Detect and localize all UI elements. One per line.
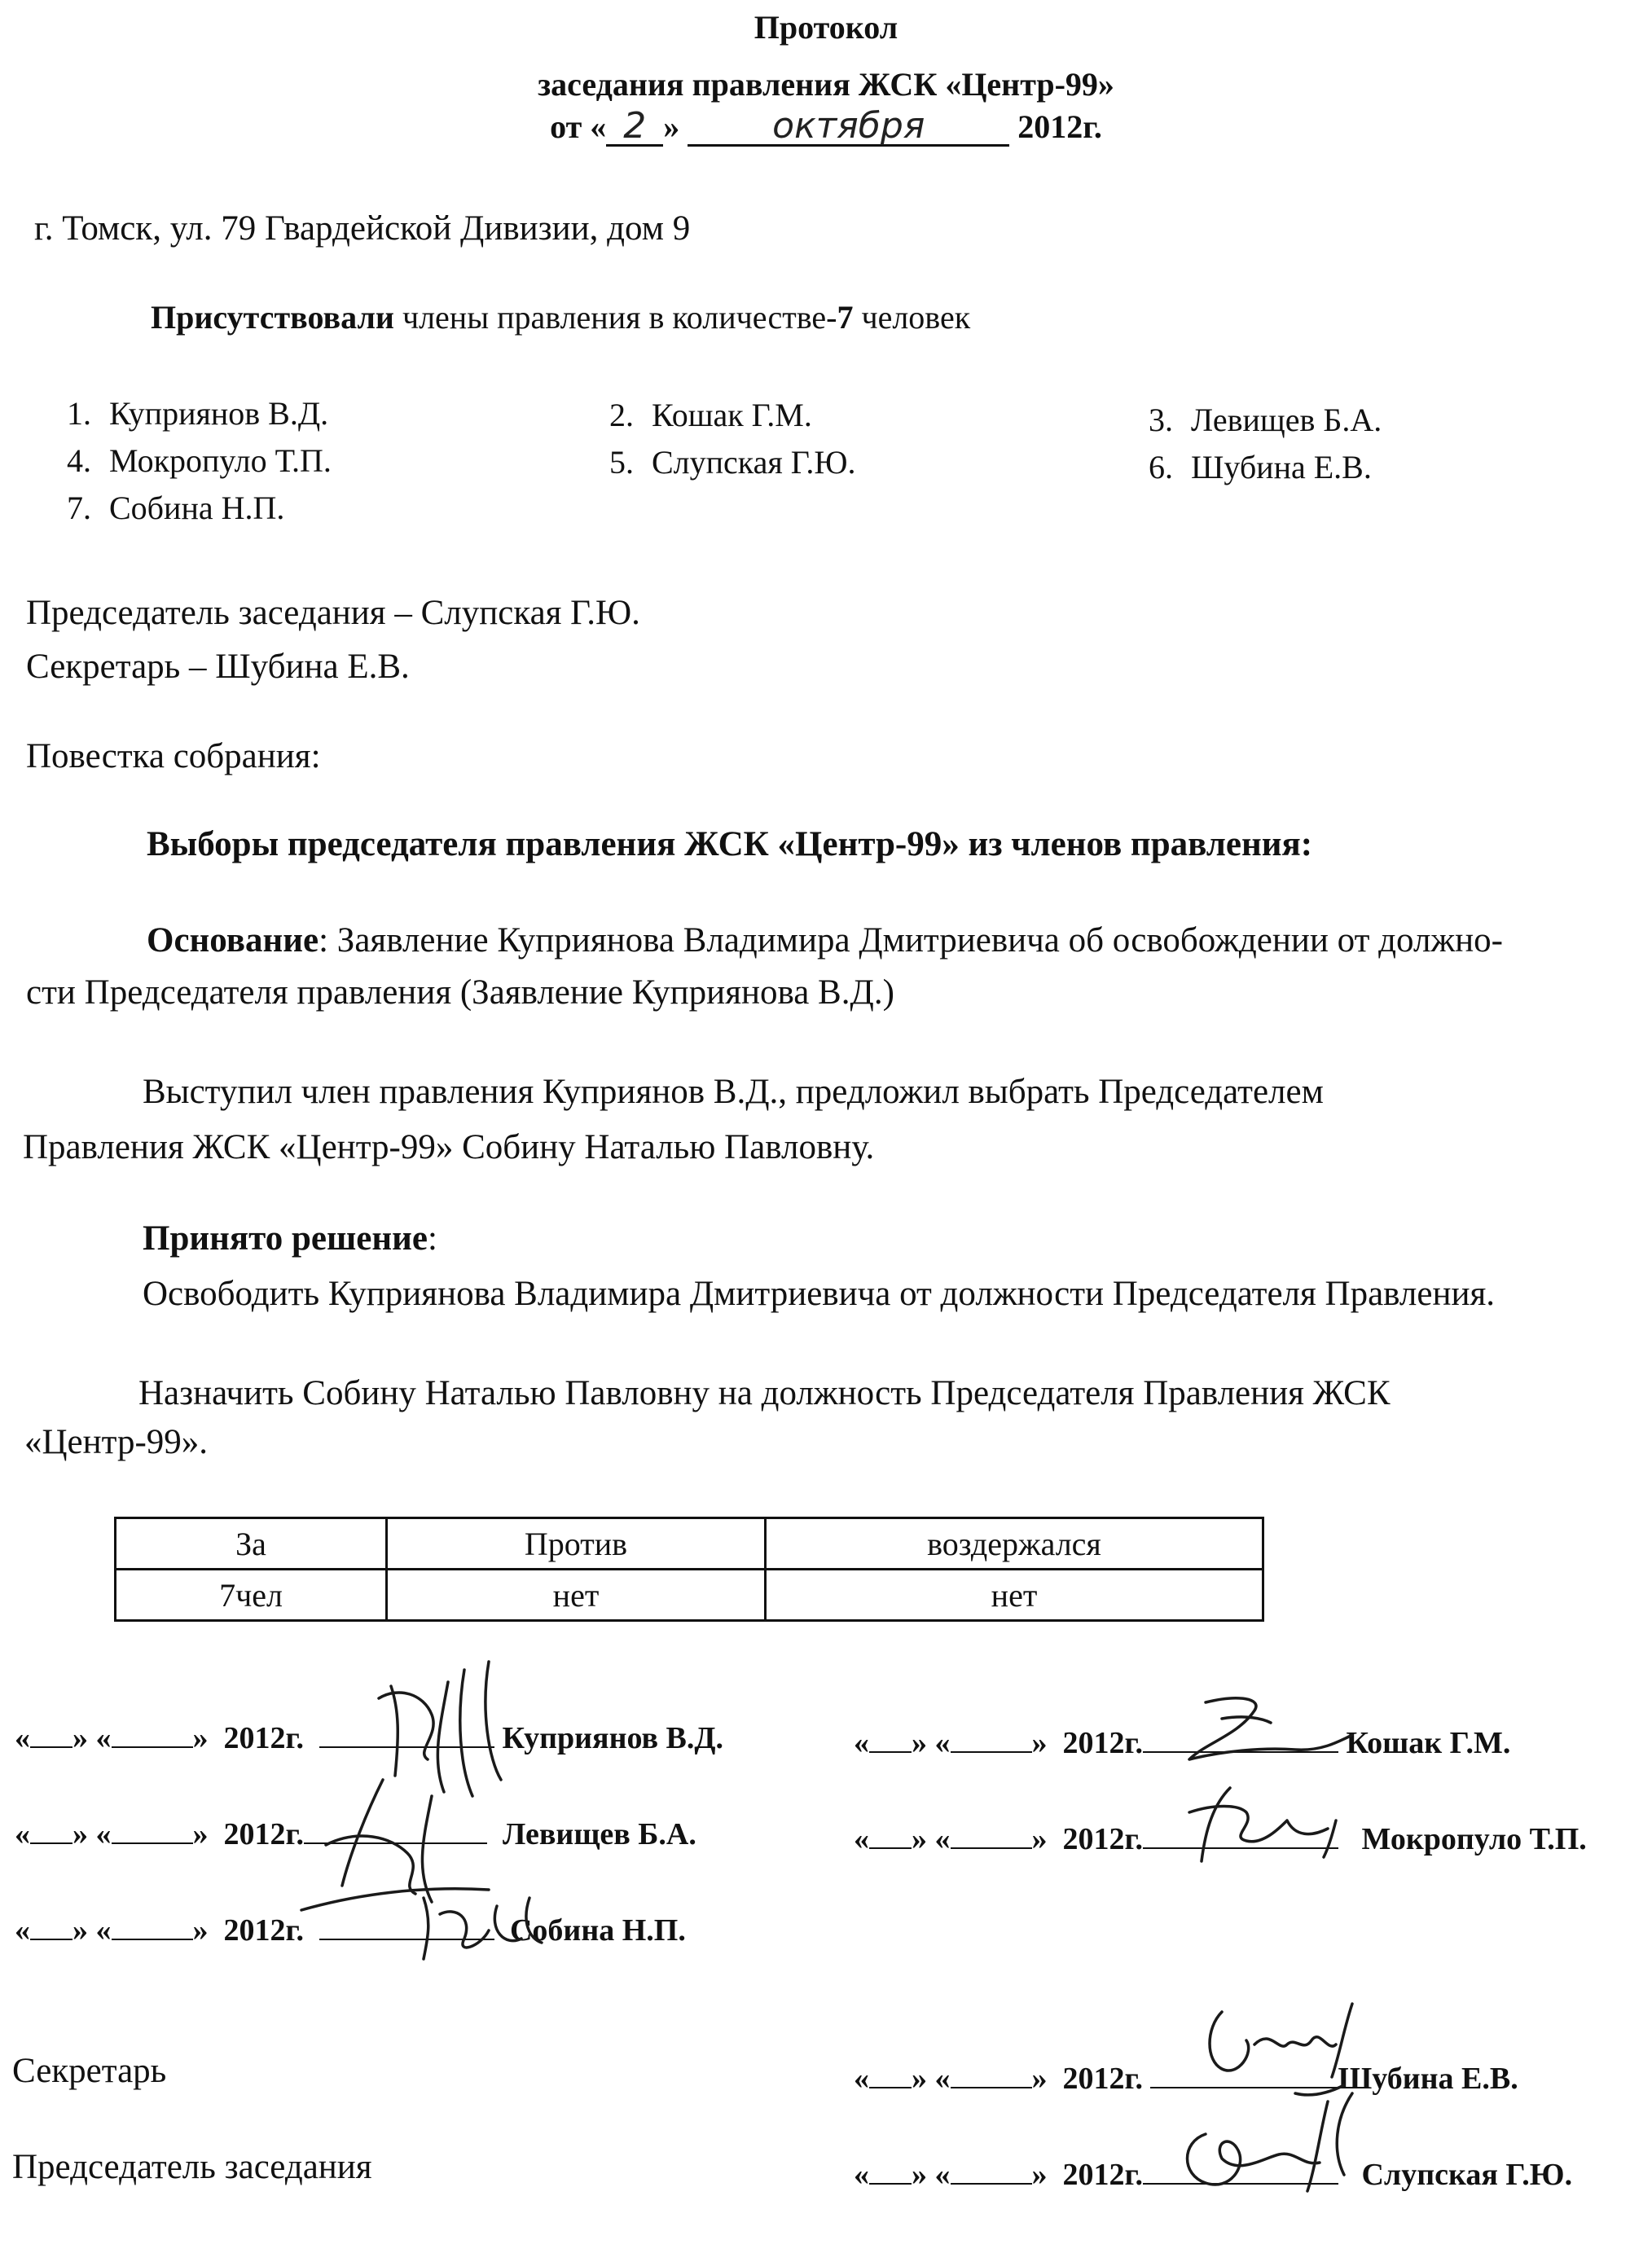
document-date: от « 2 » октября 2012г. <box>550 105 1102 147</box>
signature-line-shubina: « » « » 2012г. Шубина Е.В. <box>854 2062 1518 2096</box>
signature-line-slupskaya: « » « » 2012г. Слупская Г.Ю. <box>854 2158 1573 2192</box>
document-title: Протокол <box>754 9 898 46</box>
basis-line-1: Основание: Заявление Куприянова Владимира Дмитриевича об освобождении от должно- <box>147 921 1503 960</box>
votes-header-against: Против <box>387 1518 766 1570</box>
votes-value-against: нет <box>387 1570 766 1621</box>
document-subtitle: заседания правления ЖСК «Центр-99» <box>538 66 1114 103</box>
votes-value-abstain: нет <box>766 1570 1263 1621</box>
signature-slupskaya <box>1157 2085 1401 2207</box>
decision-line-2: Назначить Собину Наталью Павловну на должность Председателя Правления ЖСК <box>138 1374 1391 1412</box>
list-item: 3. Левищев Б.А. <box>1149 402 1382 438</box>
votes-value-for: 7чел <box>116 1570 387 1621</box>
agenda-label: Повестка собрания: <box>26 737 321 775</box>
table-row <box>116 1518 1263 1570</box>
date-day-handwritten: 2 <box>606 108 663 147</box>
votes-header-for: За <box>116 1518 387 1570</box>
signature-line-levishchev: « » « » 2012г. Левищев Б.А. <box>15 1817 696 1851</box>
chair-line: Председатель заседания – Слупская Г.Ю. <box>26 594 640 632</box>
decision-label: Принято решение: <box>143 1219 437 1258</box>
list-item: 7. Собина Н.П. <box>67 490 285 526</box>
signature-line-mokropulo: « » « » 2012г. Мокропуло Т.П. <box>854 1822 1587 1856</box>
date-month-handwritten: октября <box>688 108 1009 147</box>
signature-line-sobina: « » « » 2012г. Собина Н.П. <box>15 1913 686 1948</box>
list-item: 6. Шубина Е.В. <box>1149 449 1372 485</box>
votes-header-abstain: воздержался <box>766 1518 1263 1570</box>
speech-line-1: Выступил член правления Куприянов В.Д., предложил выбрать Председателем <box>143 1073 1324 1111</box>
list-item: 2. Кошак Г.М. <box>609 397 812 433</box>
decision-line-3: «Центр-99». <box>24 1423 209 1461</box>
signature-line-kupriyanov: « » « » 2012г. Куприянов В.Д. <box>15 1721 724 1755</box>
basis-line-2: сти Председателя правления (Заявление Куприянова В.Д.) <box>26 973 894 1012</box>
signature-mokropulo <box>1165 1772 1377 1869</box>
votes-table <box>114 1517 1264 1622</box>
agenda-item: Выборы председателя правления ЖСК «Центр-99» из членов правления: <box>147 825 1313 863</box>
attendance-line: Присутствовали члены правления в количестве-7 человек <box>151 299 971 336</box>
list-item: 4. Мокропуло Т.П. <box>67 442 332 479</box>
speech-line-2: Правления ЖСК «Центр-99» Собину Наталью Павловну. <box>23 1128 875 1166</box>
list-item: 5. Слупская Г.Ю. <box>609 444 856 481</box>
decision-line-1: Освободить Куприянова Владимира Дмитриевича от должности Председателя Правления. <box>143 1275 1496 1313</box>
signature-line-koshak: « » « » 2012г. Кошак Г.М. <box>854 1726 1511 1760</box>
signature-sobina <box>407 1882 554 1971</box>
table-row <box>116 1570 1263 1621</box>
signature-koshak <box>1173 1686 1369 1784</box>
footer-chair-label: Председатель заседания <box>12 2148 372 2186</box>
secretary-line: Секретарь – Шубина Е.В. <box>26 648 410 686</box>
address: г. Томск, ул. 79 Гвардейской Дивизии, дом 9 <box>34 209 691 248</box>
footer-secretary-label: Секретарь <box>12 2052 167 2090</box>
list-item: 1. Куприянов В.Д. <box>67 395 329 432</box>
